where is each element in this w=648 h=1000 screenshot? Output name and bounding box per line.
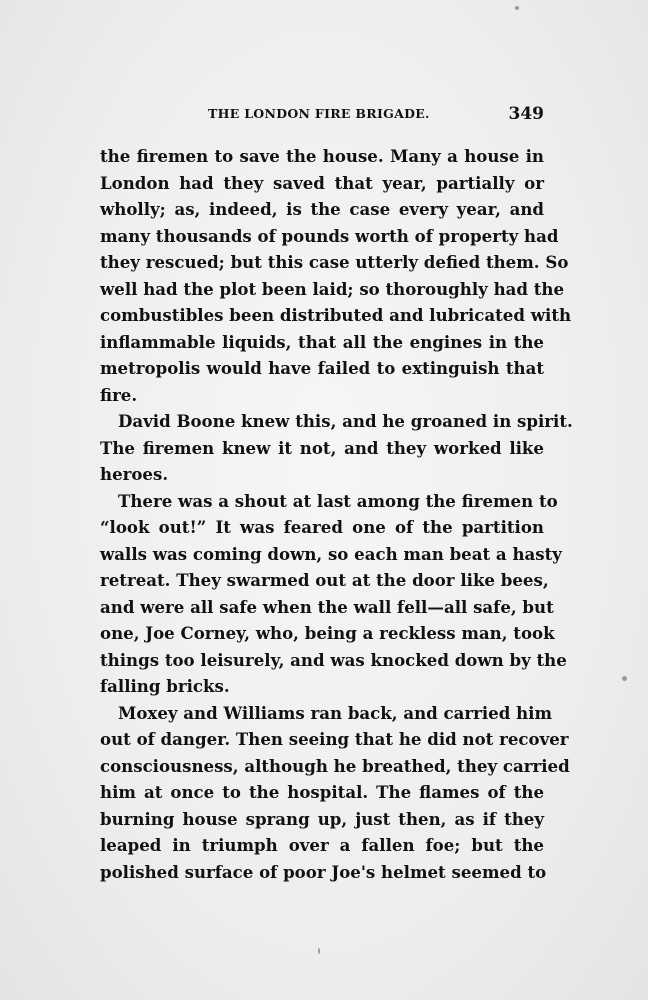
text-line: fire.: [100, 384, 138, 405]
text-line: polished surface of poor Joe's helmet seemed to: [100, 861, 547, 882]
text-line: they rescued; but this case utterly defied them. So: [100, 252, 569, 272]
paper-speck: [515, 6, 519, 10]
text-line: and were all safe when the wall fell—all safe, but: [100, 596, 554, 617]
text-line: The firemen knew it not, and they worked like: [100, 437, 544, 458]
page-number: 349: [508, 104, 544, 124]
text-line: retreat. They swarmed out at the door like bees,: [100, 570, 549, 590]
text-line: Moxey and Williams ran back, and carried him: [118, 702, 553, 723]
body-text: [100, 143, 573, 885]
text-line: well had the plot been laid; so thoroughly had the: [100, 278, 565, 299]
running-head: [100, 104, 544, 128]
text-line: London had they saved that year, partially or: [100, 172, 544, 193]
text-line: There was a shout at last among the firemen to: [118, 490, 558, 511]
running-title: THE LONDON FIRE BRIGADE.: [208, 106, 430, 121]
text-line: inflammable liquids, that all the engines in the: [100, 331, 544, 352]
text-line: leaped in triumph over a fallen foe; but the: [100, 835, 544, 855]
text-line: consciousness, although he breathed, they carried: [100, 755, 570, 776]
text-line: heroes.: [100, 464, 169, 484]
text-line: walls was coming down, so each man beat a hasty: [100, 543, 562, 564]
text-line: one, Joe Corney, who, being a reckless man, took: [100, 623, 555, 643]
text-line: falling bricks.: [100, 676, 230, 696]
text-line: metropolis would have failed to extinguish that: [100, 358, 544, 378]
text-line: David Boone knew this, and he groaned in spirit.: [118, 411, 573, 431]
text-line: the firemen to save the house. Many a house in: [100, 146, 544, 166]
text-line: “look out!” It was feared one of the partition: [100, 517, 544, 537]
text-line: him at once to the hospital. The flames of the: [100, 782, 544, 802]
text-line: combustibles been distributed and lubricated with: [100, 305, 572, 325]
text-line: burning house sprang up, just then, as if they: [100, 808, 544, 829]
paper-speck: [622, 676, 627, 681]
text-line: things too leisurely, and was knocked down by the: [100, 649, 567, 670]
text-line: out of danger. Then seeing that he did not recover: [100, 729, 569, 749]
paper-speck: [318, 948, 320, 954]
text-line: wholly; as, indeed, is the case every year, and: [100, 199, 544, 219]
text-line: many thousands of pounds worth of property had: [100, 225, 559, 246]
